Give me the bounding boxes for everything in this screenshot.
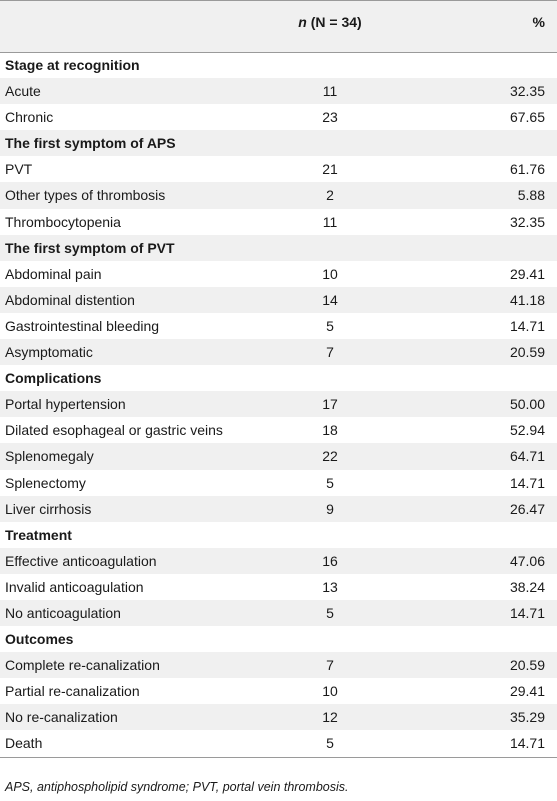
cell-percent: 61.76 — [509, 161, 545, 178]
row-label: Invalid anticoagulation — [5, 578, 144, 595]
cell-percent: 5.88 — [517, 187, 545, 204]
top-rule — [0, 0, 557, 1]
table-row — [0, 182, 557, 208]
section-heading: Complications — [5, 370, 102, 387]
section-row — [0, 130, 557, 156]
table-row — [0, 391, 557, 417]
section-row — [0, 522, 557, 548]
cell-n: 14 — [322, 291, 338, 308]
row-label: Dilated esophageal or gastric veins — [5, 422, 223, 439]
table-row — [0, 78, 557, 104]
cell-percent: 20.59 — [509, 657, 545, 674]
row-label: Acute — [5, 83, 41, 100]
section-heading: The first symptom of PVT — [5, 239, 175, 256]
cell-percent: 41.18 — [509, 291, 545, 308]
row-label: No anticoagulation — [5, 604, 121, 621]
section-row — [0, 626, 557, 652]
row-label: Death — [5, 735, 43, 752]
cell-n: 11 — [322, 83, 338, 100]
row-label: Other types of thrombosis — [5, 187, 166, 204]
row-label: Chronic — [5, 109, 54, 126]
table-row — [0, 313, 557, 339]
table-row — [0, 470, 557, 496]
bottom-rule — [0, 757, 557, 758]
cell-percent: 67.65 — [509, 109, 545, 126]
cell-n: 23 — [322, 109, 338, 126]
cell-n: 7 — [326, 657, 334, 674]
table-row — [0, 443, 557, 469]
cell-n: 21 — [322, 161, 338, 178]
row-label: Splenomegaly — [5, 448, 94, 465]
table-row — [0, 104, 557, 130]
column-header-n-rest: (N = 34) — [306, 14, 362, 30]
cell-n: 11 — [322, 213, 338, 230]
cell-percent: 64.71 — [509, 448, 545, 465]
row-label: Thrombocytopenia — [5, 213, 121, 230]
cell-n: 16 — [322, 552, 338, 569]
cell-n: 22 — [322, 448, 338, 465]
cell-n: 9 — [326, 500, 334, 517]
cell-percent: 29.41 — [509, 683, 545, 700]
table-row — [0, 704, 557, 730]
cell-n: 10 — [322, 683, 338, 700]
table-row — [0, 261, 557, 287]
row-label: Abdominal distention — [5, 291, 135, 308]
table-row — [0, 730, 557, 756]
section-heading: Outcomes — [5, 631, 74, 648]
cell-n: 5 — [326, 474, 334, 491]
table-row — [0, 287, 557, 313]
header-rule — [0, 52, 557, 53]
table-row — [0, 496, 557, 522]
cell-percent: 26.47 — [509, 500, 545, 517]
cell-n: 5 — [326, 317, 334, 334]
column-header-n — [280, 14, 380, 30]
row-label: Partial re-canalization — [5, 683, 140, 700]
cell-percent: 50.00 — [509, 396, 545, 413]
row-label: Abdominal pain — [5, 265, 102, 282]
column-header-n-var: n — [298, 14, 307, 30]
cell-percent: 14.71 — [509, 317, 545, 334]
table-row — [0, 678, 557, 704]
row-label: Gastrointestinal bleeding — [5, 317, 160, 334]
row-label: Portal hypertension — [5, 396, 126, 413]
column-header-percent: % — [532, 14, 545, 30]
row-label: Asymptomatic — [5, 344, 93, 361]
table-row — [0, 156, 557, 182]
cell-percent: 38.24 — [509, 578, 545, 595]
cell-n: 10 — [322, 265, 338, 282]
row-label: No re-canalization — [5, 709, 118, 726]
row-label: Liver cirrhosis — [5, 500, 92, 517]
cell-n: 13 — [322, 578, 338, 595]
cell-n: 7 — [326, 344, 334, 361]
cell-percent: 29.41 — [509, 265, 545, 282]
cell-percent: 14.71 — [509, 604, 545, 621]
cell-n: 2 — [326, 187, 334, 204]
section-heading: Stage at recognition — [5, 57, 140, 73]
section-heading: Treatment — [5, 526, 72, 543]
cell-percent: 47.06 — [509, 552, 545, 569]
table-row — [0, 652, 557, 678]
cell-percent: 32.35 — [509, 83, 545, 100]
cell-percent: 32.35 — [509, 213, 545, 230]
table-footnote: APS, antiphospholipid syndrome; PVT, portal vein thrombosis. — [5, 780, 349, 794]
cell-percent: 35.29 — [509, 709, 545, 726]
row-label: PVT — [5, 161, 33, 178]
table-row — [0, 574, 557, 600]
section-row — [0, 365, 557, 391]
cell-percent: 20.59 — [509, 344, 545, 361]
row-label: Splenectomy — [5, 474, 86, 491]
cell-percent: 52.94 — [509, 422, 545, 439]
row-label: Complete re-canalization — [5, 657, 160, 674]
table-row — [0, 339, 557, 365]
table-body — [0, 52, 557, 757]
section-heading: The first symptom of APS — [5, 135, 176, 152]
section-row — [0, 235, 557, 261]
cell-percent: 14.71 — [509, 735, 545, 752]
cell-n: 5 — [326, 735, 334, 752]
table-row — [0, 417, 557, 443]
cell-n: 18 — [322, 422, 338, 439]
cell-n: 12 — [322, 709, 338, 726]
table-row — [0, 600, 557, 626]
table-row — [0, 209, 557, 235]
cell-percent: 14.71 — [509, 474, 545, 491]
cell-n: 5 — [326, 604, 334, 621]
cell-n: 17 — [322, 396, 338, 413]
table-header — [0, 0, 557, 52]
section-row — [0, 52, 557, 78]
row-label: Effective anticoagulation — [5, 552, 157, 569]
table-row — [0, 548, 557, 574]
